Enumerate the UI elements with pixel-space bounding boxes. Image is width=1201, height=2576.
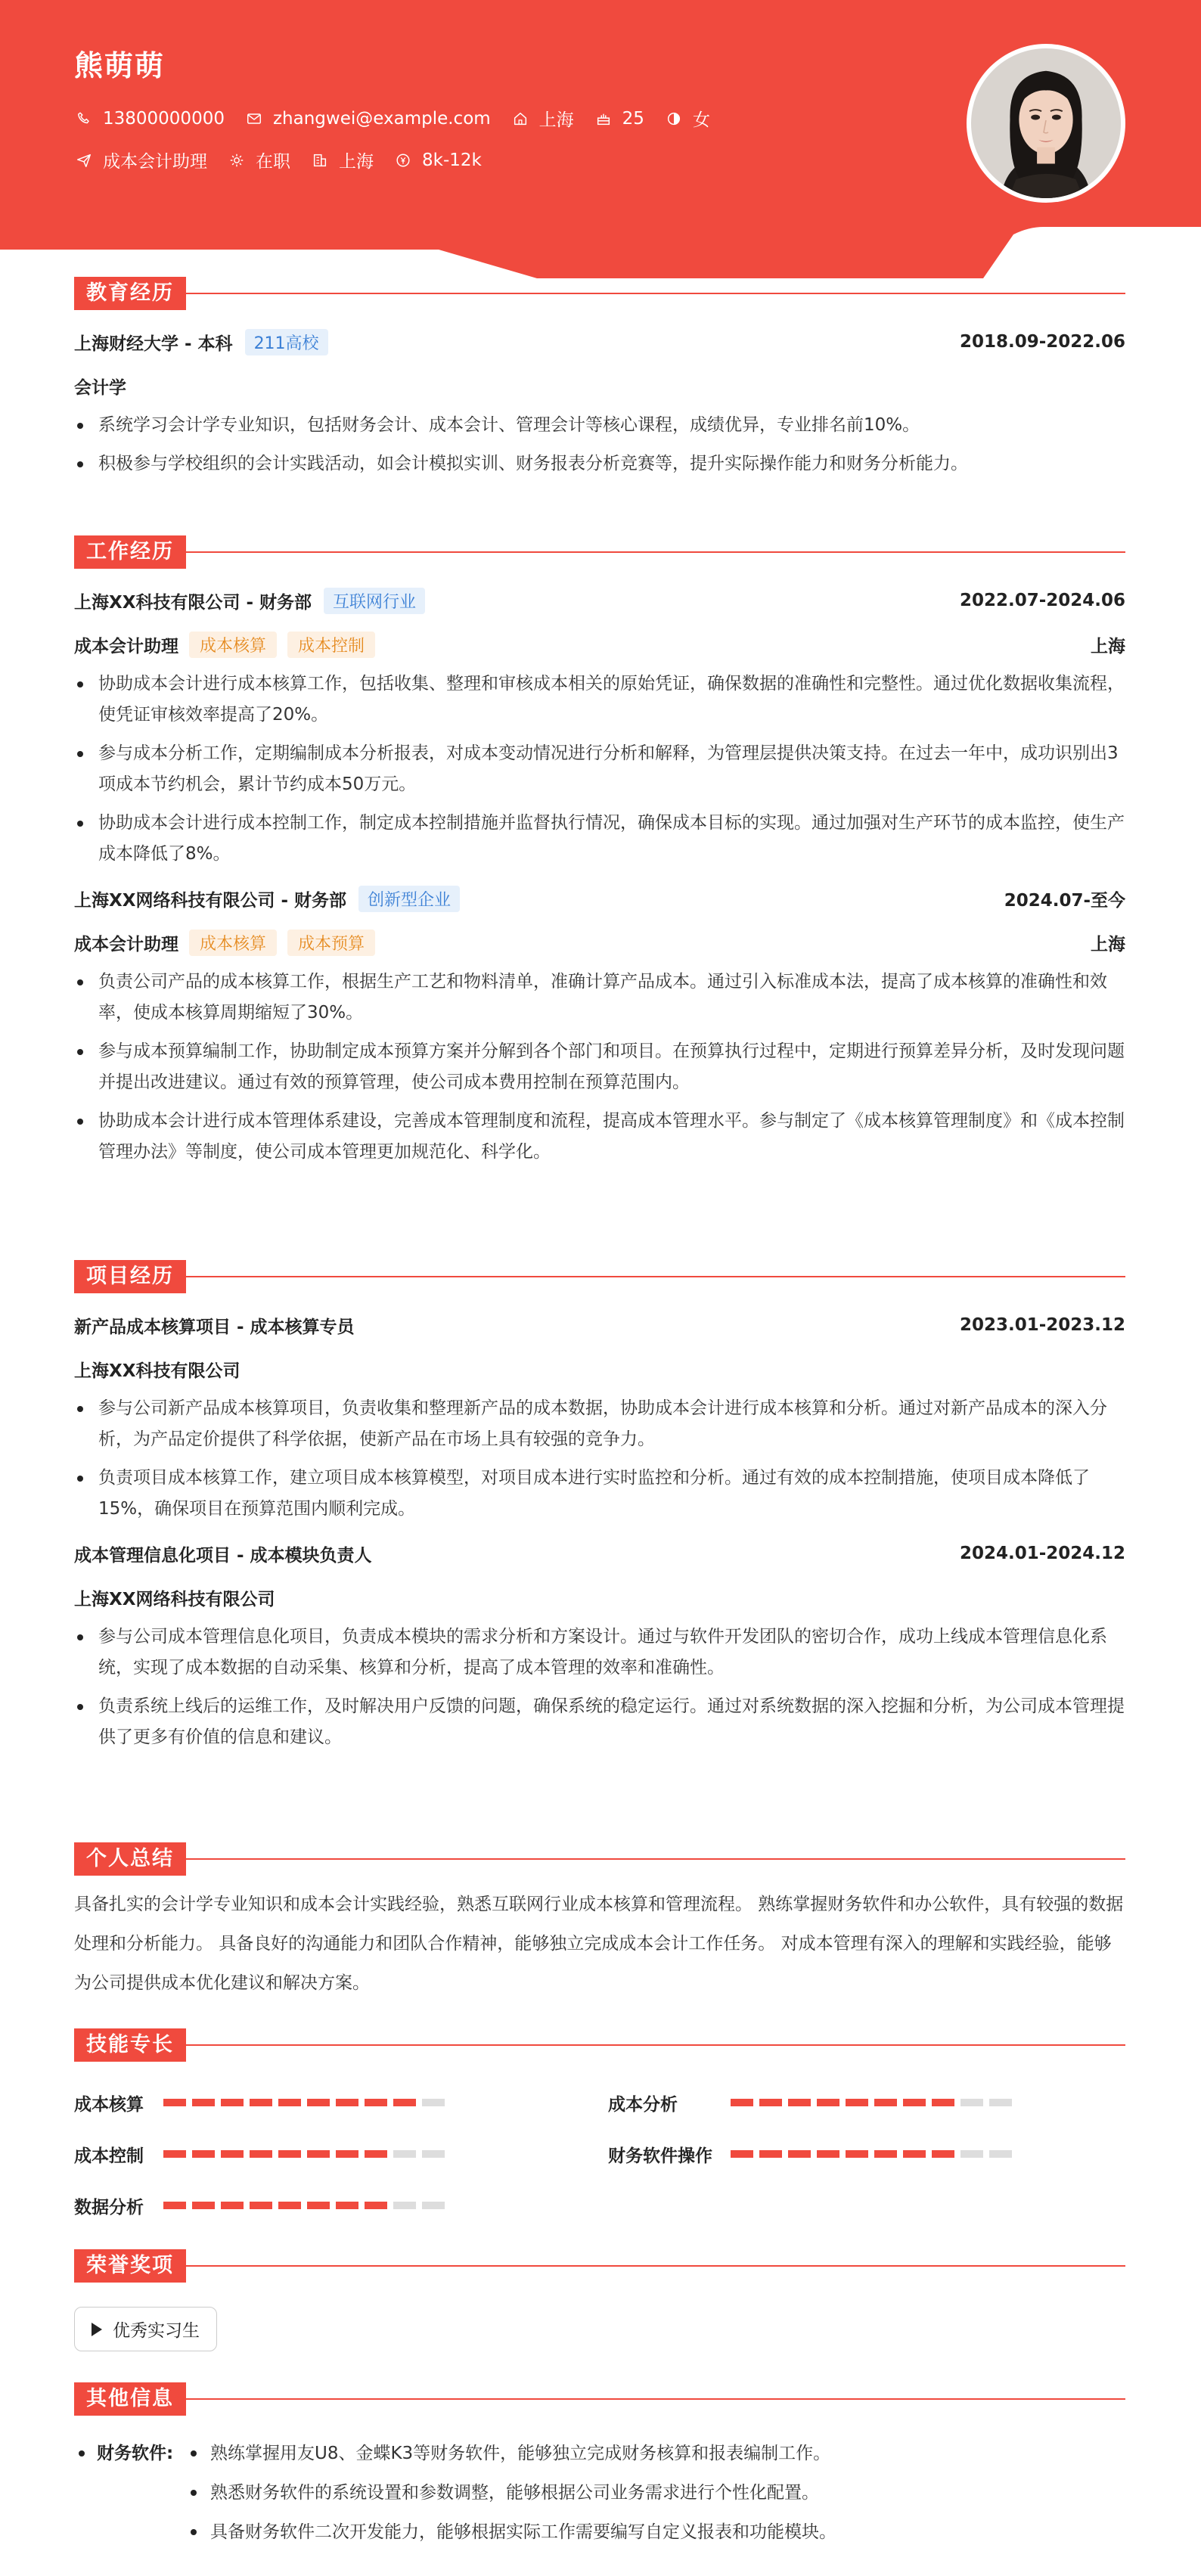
project-company-line bbox=[74, 1354, 1125, 1384]
gender-icon bbox=[664, 109, 684, 129]
contact-row bbox=[74, 106, 730, 131]
list-item: 参与公司成本管理信息化项目，负责成本模块的需求分析和方案设计。通过与软件开发团队的密切合作，成功上线成本管理信息化系统，实现了成本数据的自动采集、核算和分析，提高了成本管理的效率和准确性。 bbox=[74, 1622, 1125, 1684]
other-section bbox=[74, 2382, 1125, 2552]
list-item: 协助成本会计进行成本核算工作，包括收集、整理和审核成本相关的原始凭证，确保数据的准确性和完整性。通过优化数据收集流程，使凭证审核效率提高了20%。 bbox=[74, 669, 1125, 731]
section-divider bbox=[186, 2265, 1125, 2267]
section-title: 项目经历 bbox=[74, 1260, 186, 1293]
portrait-photo bbox=[971, 48, 1121, 198]
skill-segment-filled bbox=[250, 2202, 272, 2209]
project-name: 新产品成本核算项目 - 成本核算专员 bbox=[74, 1317, 355, 1337]
gear-icon bbox=[227, 151, 247, 170]
skill-item bbox=[74, 2139, 451, 2169]
school-tag: 211高校 bbox=[245, 329, 328, 355]
other-header bbox=[74, 2382, 1125, 2416]
project-company-line bbox=[74, 1582, 1125, 1612]
phone-text: 13800000000 bbox=[103, 108, 225, 129]
work-section bbox=[74, 535, 1125, 1175]
awards-section bbox=[74, 2249, 1125, 2351]
candidate-name: 熊萌萌 bbox=[74, 49, 166, 82]
work-date: 2022.07-2024.06 bbox=[959, 591, 1125, 610]
skill-level-bar bbox=[163, 2150, 451, 2158]
work-bullets bbox=[74, 669, 1125, 870]
major-line bbox=[74, 371, 1125, 401]
list-item: 负责系统上线后的运维工作，及时解决用户反馈的问题，确保系统的稳定运行。通过对系统数据的深入挖掘和分析，为公司成本管理提供了更多有价值的信息和建议。 bbox=[74, 1691, 1125, 1753]
home-icon bbox=[511, 109, 530, 129]
awards-list bbox=[74, 2307, 1125, 2351]
project-entry-head bbox=[74, 1538, 1125, 1569]
skill-segment-empty bbox=[989, 2099, 1012, 2106]
section-divider bbox=[186, 1858, 1125, 1860]
skill-segment-filled bbox=[788, 2150, 811, 2158]
skill-name: 成本核算 bbox=[74, 2094, 144, 2115]
skill-segment-empty bbox=[422, 2150, 445, 2158]
education-section bbox=[74, 277, 1125, 487]
summary-header bbox=[74, 1842, 1125, 1876]
project-company: 上海XX网络科技有限公司 bbox=[74, 1589, 275, 1609]
projects-header bbox=[74, 1260, 1125, 1293]
company-name: 上海XX科技有限公司 - 财务部 bbox=[74, 592, 312, 613]
role-left bbox=[74, 930, 375, 956]
projects-section bbox=[74, 1260, 1125, 1761]
list-item: 系统学习会计学专业知识，包括财务会计、成本会计、管理会计等核心课程，成绩优异，专业排名前10%。 bbox=[74, 410, 1125, 441]
project-name: 成本管理信息化项目 - 成本模块负责人 bbox=[74, 1545, 372, 1566]
project-entry bbox=[74, 1538, 1125, 1753]
cake-icon bbox=[594, 109, 613, 129]
skill-segment-filled bbox=[365, 2202, 387, 2209]
summary-section bbox=[74, 1842, 1125, 2003]
list-item: 负责项目成本核算工作，建立项目成本核算模型，对项目成本进行实时监控和分析。通过有效的成本控制措施，使项目成本降低了15%，确保项目在预算范围内顺利完成。 bbox=[74, 1463, 1125, 1525]
section-title: 个人总结 bbox=[74, 1842, 186, 1876]
skill-segment-filled bbox=[307, 2150, 330, 2158]
project-date: 2024.01-2024.12 bbox=[959, 1544, 1125, 1563]
skill-level-bar bbox=[163, 2202, 451, 2209]
skills-section bbox=[74, 2028, 1125, 2218]
education-header bbox=[74, 277, 1125, 310]
city-item bbox=[511, 106, 574, 131]
skill-segment-filled bbox=[192, 2099, 215, 2106]
school-name: 上海财经大学 - 本科 bbox=[74, 334, 233, 354]
work-entry-head bbox=[74, 883, 1125, 914]
skill-item bbox=[608, 2139, 1018, 2169]
play-icon bbox=[92, 2323, 102, 2336]
gender-item bbox=[664, 106, 710, 131]
skill-item bbox=[74, 2190, 451, 2221]
skill-segment-filled bbox=[846, 2150, 868, 2158]
project-bullets bbox=[74, 1622, 1125, 1753]
skill-segment-filled bbox=[192, 2150, 215, 2158]
industry-tag: 创新型企业 bbox=[358, 886, 460, 912]
skill-segment-filled bbox=[221, 2202, 244, 2209]
work-city-item bbox=[310, 147, 374, 172]
skill-segment-filled bbox=[874, 2150, 897, 2158]
company-line bbox=[74, 886, 460, 912]
skill-segment-filled bbox=[307, 2099, 330, 2106]
company-line bbox=[74, 588, 425, 614]
major: 会计学 bbox=[74, 377, 126, 398]
skill-segment-empty bbox=[989, 2150, 1012, 2158]
work-city: 上海 bbox=[1091, 934, 1125, 954]
award-chip[interactable] bbox=[74, 2307, 217, 2351]
skill-segment-filled bbox=[932, 2150, 954, 2158]
skill-segment-empty bbox=[960, 2150, 983, 2158]
list-item: 协助成本会计进行成本管理体系建设，完善成本管理制度和流程，提高成本管理水平。参与制定了《成本核算管理制度》和《成本控制管理办法》等制度，使公司成本管理更加规范化、科学化。 bbox=[74, 1106, 1125, 1168]
list-item: 参与成本预算编制工作，协助制定成本预算方案并分解到各个部门和项目。在预算执行过程中，定期进行预算差异分析，及时发现问题并提出改进建议。通过有效的预算管理，使公司成本费用控制在预算范围内。 bbox=[74, 1036, 1125, 1098]
project-entry-head bbox=[74, 1310, 1125, 1340]
role-name: 成本会计助理 bbox=[74, 934, 178, 954]
skill-segment-empty bbox=[422, 2099, 445, 2106]
skill-segment-empty bbox=[960, 2099, 983, 2106]
skill-name: 数据分析 bbox=[74, 2197, 144, 2218]
section-divider bbox=[186, 1276, 1125, 1277]
skill-segment-filled bbox=[278, 2150, 301, 2158]
section-title: 技能专长 bbox=[74, 2028, 186, 2062]
job-text: 成本会计助理 bbox=[103, 152, 207, 172]
skill-segment-filled bbox=[788, 2099, 811, 2106]
skill-name: 成本分析 bbox=[608, 2094, 678, 2115]
skill-name: 成本控制 bbox=[74, 2146, 144, 2166]
summary-text: 具备扎实的会计学专业知识和成本会计实践经验，熟悉互联网行业成本核算和管理流程。 熟练掌握财务软件和办公软件，具有较强的数据处理和分析能力。 具备良好的沟通能力和团队合作精神，能够独立完成成本会计工作任务。 对成本管理有深入的理解和实践经验，能够为公司提供成本优化建议和解决方案。 bbox=[74, 1895, 1124, 1993]
other-list bbox=[186, 2434, 836, 2552]
phone-item bbox=[74, 109, 225, 129]
project-date: 2023.01-2023.12 bbox=[959, 1315, 1125, 1335]
skills-header bbox=[74, 2028, 1125, 2062]
skill-tag: 成本核算 bbox=[189, 930, 277, 956]
skill-segment-empty bbox=[422, 2202, 445, 2209]
work-city-text: 上海 bbox=[339, 152, 374, 172]
list-item: 参与成本分析工作，定期编制成本分析报表，对成本变动情况进行分析和解释，为管理层提供决策支持。在过去一年中，成功识别出3项成本节约机会，累计节约成本50万元。 bbox=[74, 738, 1125, 800]
other-label: 财务软件: bbox=[74, 2434, 186, 2552]
section-divider bbox=[186, 2398, 1125, 2400]
education-bullets bbox=[74, 410, 1125, 480]
company-name: 上海XX网络科技有限公司 - 财务部 bbox=[74, 890, 347, 911]
role-line bbox=[74, 927, 1125, 957]
skill-segment-filled bbox=[307, 2202, 330, 2209]
skill-segment-filled bbox=[393, 2099, 416, 2106]
list-item: 协助成本会计进行成本控制工作，制定成本控制措施并监督执行情况，确保成本目标的实现。通过加强对生产环节的成本监控，使生产成本降低了8%。 bbox=[74, 808, 1125, 870]
awards-header bbox=[74, 2249, 1125, 2283]
skill-segment-filled bbox=[365, 2099, 387, 2106]
education-school-line bbox=[74, 329, 328, 355]
work-header bbox=[74, 535, 1125, 569]
list-item: 积极参与学校组织的会计实践活动，如会计模拟实训、财务报表分析竞赛等，提升实际操作能力和财务分析能力。 bbox=[74, 448, 1125, 480]
project-entry bbox=[74, 1310, 1125, 1525]
skill-segment-filled bbox=[336, 2202, 358, 2209]
section-title: 工作经历 bbox=[74, 535, 186, 569]
education-date: 2018.09-2022.06 bbox=[959, 332, 1125, 352]
work-entry bbox=[74, 585, 1125, 870]
email-text: zhangwei@example.com bbox=[272, 108, 491, 129]
skill-level-bar bbox=[731, 2150, 1018, 2158]
email-item bbox=[244, 109, 491, 129]
status-text: 在职 bbox=[256, 152, 290, 172]
skill-segment-filled bbox=[874, 2099, 897, 2106]
skill-segment-filled bbox=[903, 2150, 926, 2158]
skill-segment-filled bbox=[278, 2099, 301, 2106]
industry-tag: 互联网行业 bbox=[324, 588, 425, 614]
skill-segment-filled bbox=[163, 2099, 186, 2106]
status-item bbox=[227, 147, 290, 172]
section-divider bbox=[186, 293, 1125, 294]
city-text: 上海 bbox=[538, 110, 574, 130]
skill-segment-filled bbox=[759, 2150, 782, 2158]
job-intent-row bbox=[74, 147, 501, 172]
skill-tag: 成本控制 bbox=[287, 632, 375, 658]
job-item bbox=[74, 147, 207, 172]
work-city: 上海 bbox=[1091, 636, 1125, 656]
skill-segment-filled bbox=[163, 2202, 186, 2209]
skill-segment-filled bbox=[731, 2099, 753, 2106]
skill-tag: 成本预算 bbox=[287, 930, 375, 956]
phone-icon bbox=[74, 109, 94, 129]
skill-name: 财务软件操作 bbox=[608, 2146, 712, 2166]
project-bullets bbox=[74, 1393, 1125, 1525]
section-divider bbox=[186, 551, 1125, 553]
work-entry-head bbox=[74, 585, 1125, 616]
project-company: 上海XX科技有限公司 bbox=[74, 1361, 241, 1381]
list-item: 熟练掌握用友U8、金蝶K3等财务软件，能够独立完成财务核算和报表编制工作。 bbox=[186, 2434, 836, 2473]
skill-segment-filled bbox=[903, 2099, 926, 2106]
skill-segment-filled bbox=[192, 2202, 215, 2209]
mail-icon bbox=[244, 109, 264, 129]
skills-grid bbox=[74, 2062, 1125, 2218]
age-text: 25 bbox=[622, 108, 644, 129]
skill-segment-filled bbox=[250, 2150, 272, 2158]
role-line bbox=[74, 629, 1125, 660]
building-icon bbox=[310, 151, 330, 170]
skill-level-bar bbox=[731, 2099, 1018, 2106]
skill-segment-filled bbox=[817, 2099, 839, 2106]
skill-segment-filled bbox=[221, 2150, 244, 2158]
list-item: 具备财务软件二次开发能力，能够根据实际工作需要编写自定义报表和功能模块。 bbox=[186, 2512, 836, 2552]
header bbox=[0, 0, 1201, 281]
skill-segment-empty bbox=[393, 2150, 416, 2158]
work-entry bbox=[74, 883, 1125, 1168]
avatar bbox=[967, 44, 1125, 203]
list-item: 负责公司产品的成本核算工作，根据生产工艺和物料清单，准确计算产品成本。通过引入标准成本法，提高了成本核算的准确性和效率，使成本核算周期缩短了30%。 bbox=[74, 967, 1125, 1029]
skill-tag: 成本核算 bbox=[189, 632, 277, 658]
skill-segment-filled bbox=[846, 2099, 868, 2106]
skill-segment-filled bbox=[731, 2150, 753, 2158]
role-left bbox=[74, 632, 375, 658]
gender-text: 女 bbox=[692, 110, 710, 130]
section-divider bbox=[186, 2044, 1125, 2046]
skill-segment-filled bbox=[817, 2150, 839, 2158]
skill-item bbox=[608, 2087, 1018, 2118]
salary-item bbox=[393, 151, 482, 170]
skill-segment-filled bbox=[163, 2150, 186, 2158]
send-icon bbox=[74, 151, 94, 170]
work-bullets bbox=[74, 967, 1125, 1168]
skill-segment-filled bbox=[278, 2202, 301, 2209]
skill-segment-filled bbox=[759, 2099, 782, 2106]
skill-segment-filled bbox=[221, 2099, 244, 2106]
list-item: 熟悉财务软件的系统设置和参数调整，能够根据公司业务需求进行个性化配置。 bbox=[186, 2473, 836, 2512]
award-label: 优秀实习生 bbox=[113, 2321, 200, 2341]
section-title: 教育经历 bbox=[74, 277, 186, 310]
skill-segment-empty bbox=[393, 2202, 416, 2209]
section-title: 荣誉奖项 bbox=[74, 2249, 186, 2283]
section-title: 其他信息 bbox=[74, 2382, 186, 2416]
skill-level-bar bbox=[163, 2099, 451, 2106]
skill-segment-filled bbox=[336, 2099, 358, 2106]
skill-segment-filled bbox=[932, 2099, 954, 2106]
other-row bbox=[74, 2434, 1125, 2552]
skill-segment-filled bbox=[365, 2150, 387, 2158]
age-item bbox=[594, 109, 644, 129]
skill-segment-filled bbox=[336, 2150, 358, 2158]
work-date: 2024.07-至今 bbox=[1004, 890, 1125, 911]
salary-text: 8k-12k bbox=[422, 150, 482, 170]
coin-icon bbox=[393, 151, 413, 170]
skill-item bbox=[74, 2087, 451, 2118]
list-item: 参与公司新产品成本核算项目，负责收集和整理新产品的成本数据，协助成本会计进行成本核算和分析。通过对新产品成本的深入分析，为产品定价提供了科学依据，使新产品在市场上具有较强的竞争力。 bbox=[74, 1393, 1125, 1455]
skill-segment-filled bbox=[250, 2099, 272, 2106]
role-name: 成本会计助理 bbox=[74, 636, 178, 656]
education-entry-head bbox=[74, 327, 1125, 357]
